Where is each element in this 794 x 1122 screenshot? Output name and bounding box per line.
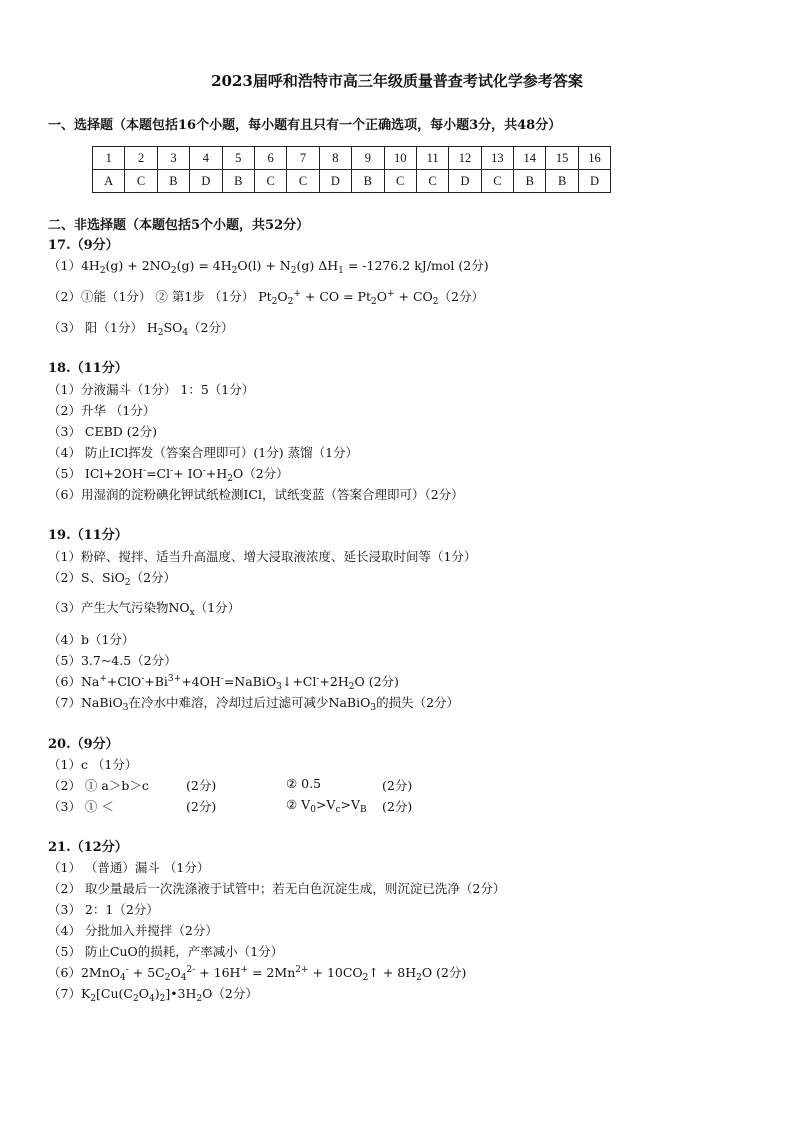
q21-line-4: （4） 分批加入并搅拌（2分） bbox=[48, 923, 218, 938]
q18-line-3: （3） CEBD (2分) bbox=[48, 424, 158, 439]
q19-line-4: （4）b（1分） bbox=[48, 632, 135, 647]
q20-line-1: （1）c （1分） bbox=[48, 757, 138, 772]
q19-line-6: $(6)Na^++ClO^-+Bi^{3+}+4OH^-=NaBiO_3↓+Cl^-+2H_2O$ (2分) bbox=[48, 674, 399, 692]
q21-line-1: （1） （普通）漏斗 （1分） bbox=[48, 860, 210, 875]
q20-heading: 20.（9分） bbox=[48, 737, 119, 752]
q18-line-4: （4） 防止ICl挥发（答案合理即可）(1分) 蒸馏（1分） bbox=[48, 445, 359, 460]
question-number-cell: 2 bbox=[125, 147, 157, 170]
answer-cell: B bbox=[514, 170, 546, 193]
question-number-cell: 10 bbox=[384, 147, 416, 170]
q19-heading: 19.（11分） bbox=[48, 528, 128, 543]
q21-line-6: $(6)2MnO_4^- + 5C_2O_4^{2-} + 16H^+ = 2Mn^{2+}$ + $10CO_2↑ + 8H_2O$ (2分) bbox=[48, 965, 467, 983]
answer-cell: B bbox=[157, 170, 189, 193]
q20-line-3-score-2: (2分) bbox=[382, 799, 413, 814]
question-number-cell: 13 bbox=[481, 147, 513, 170]
q20-line-3: （3） ① ＜ bbox=[48, 799, 114, 814]
q20-line-3-score-1: (2分) bbox=[186, 799, 217, 814]
answer-cell: C bbox=[125, 170, 157, 193]
answer-cell: C bbox=[254, 170, 286, 193]
answer-cell: D bbox=[449, 170, 481, 193]
question-number-cell: 1 bbox=[93, 147, 125, 170]
answer-cell: A bbox=[93, 170, 125, 193]
q18-heading: 18.（11分） bbox=[48, 361, 128, 376]
question-number-cell: 15 bbox=[546, 147, 578, 170]
question-number-cell: 14 bbox=[514, 147, 546, 170]
q19-line-3: （3）产生大气污染物$NO_x(1$分） bbox=[48, 600, 241, 618]
q20-line-2-score-2: (2分) bbox=[382, 778, 413, 793]
question-number-cell: 3 bbox=[157, 147, 189, 170]
question-number-cell: 9 bbox=[352, 147, 384, 170]
answer-cell: C bbox=[481, 170, 513, 193]
question-number-row bbox=[93, 147, 611, 170]
question-number-cell: 12 bbox=[449, 147, 481, 170]
q20-line-2-part-2: ② 0.5 bbox=[286, 776, 322, 791]
question-number-cell: 8 bbox=[319, 147, 351, 170]
q17-line-1: $(1)4H_2(g) + 2NO_2(g) = 4H_2O(l) + N_2(g) \Delta H_1 = -1276.2$ kJ/mol (2分) bbox=[48, 258, 489, 276]
section-1-heading: 一、选择题（本题包括16个小题，每小题有且只有一个正确选项，每小题3分，共48分） bbox=[48, 118, 562, 133]
q21-line-2: （2） 取少量最后一次洗涤液于试管中；若无白色沉淀生成，则沉淀已洗净（2分） bbox=[48, 881, 506, 896]
q20-line-2: （2） ① a＞b＞c bbox=[48, 778, 149, 793]
answer-cell: B bbox=[352, 170, 384, 193]
q20-line-3-part-2: ② $V_0>V_c>V_B$ bbox=[286, 797, 367, 815]
question-number-cell: 16 bbox=[578, 147, 610, 170]
q18-line-5: （5） $ICl+2OH^-=Cl^-+ IO^-+H_2O(2$分） bbox=[48, 466, 289, 484]
question-number-cell: 11 bbox=[416, 147, 448, 170]
answer-cell: B bbox=[546, 170, 578, 193]
question-number-cell: 6 bbox=[254, 147, 286, 170]
q18-line-6: （6）用湿润的淀粉碘化钾试纸检测ICl，试纸变蓝（答案合理即可）（2分） bbox=[48, 487, 464, 502]
answer-cell: C bbox=[287, 170, 319, 193]
q21-line-7: $(7)K_2[Cu(C_2O_4)_2]•3H_2O(2$分） bbox=[48, 986, 258, 1004]
q19-line-2: （2）S、SiO$_2$（2分） bbox=[48, 570, 177, 588]
section-2-heading: 二、非选择题（本题包括5个小题，共52分） bbox=[48, 218, 310, 233]
question-number-cell: 5 bbox=[222, 147, 254, 170]
q18-line-1: （1）分液漏斗（1分） 1：5（1分） bbox=[48, 382, 255, 397]
answer-cell: D bbox=[190, 170, 222, 193]
answer-cell: B bbox=[222, 170, 254, 193]
q21-line-3: （3） 2：1（2分） bbox=[48, 902, 159, 917]
q20-line-2-score-1: (2分) bbox=[186, 778, 217, 793]
answer-cell: D bbox=[578, 170, 610, 193]
q17-line-2: （2）①能（1分） ② 第1步 （1分） $Pt_2O_2^+$ + CO = $Pt_2O^+ + CO_2(2$分） bbox=[48, 289, 484, 307]
question-number-cell: 7 bbox=[287, 147, 319, 170]
q21-line-5: （5） 防止CuO的损耗，产率减小（1分） bbox=[48, 944, 284, 959]
answer-cell: C bbox=[384, 170, 416, 193]
q17-heading: 17.（9分） bbox=[48, 238, 119, 253]
q19-line-1: （1）粉碎、搅拌、适当升高温度、增大浸取液浓度、延长浸取时间等（1分） bbox=[48, 549, 477, 564]
q17-line-3: （3） 阳（1分） $H_2SO_4(2$分） bbox=[48, 320, 234, 338]
q19-line-7: （7）NaBiO$_3$在冷水中难溶，冷却过后过滤可减少NaBiO$_3$的损失（2分） bbox=[48, 695, 460, 713]
answer-row bbox=[93, 170, 611, 193]
answer-table bbox=[92, 146, 611, 193]
question-number-cell: 4 bbox=[190, 147, 222, 170]
q19-line-5: （5）3.7~4.5（2分） bbox=[48, 653, 177, 668]
q18-line-2: （2）升华 （1分） bbox=[48, 403, 156, 418]
page-title: 2023届呼和浩特市高三年级质量普查考试化学参考答案 bbox=[211, 72, 583, 90]
answer-cell: D bbox=[319, 170, 351, 193]
q21-heading: 21.（12分） bbox=[48, 840, 128, 855]
answer-cell: C bbox=[416, 170, 448, 193]
